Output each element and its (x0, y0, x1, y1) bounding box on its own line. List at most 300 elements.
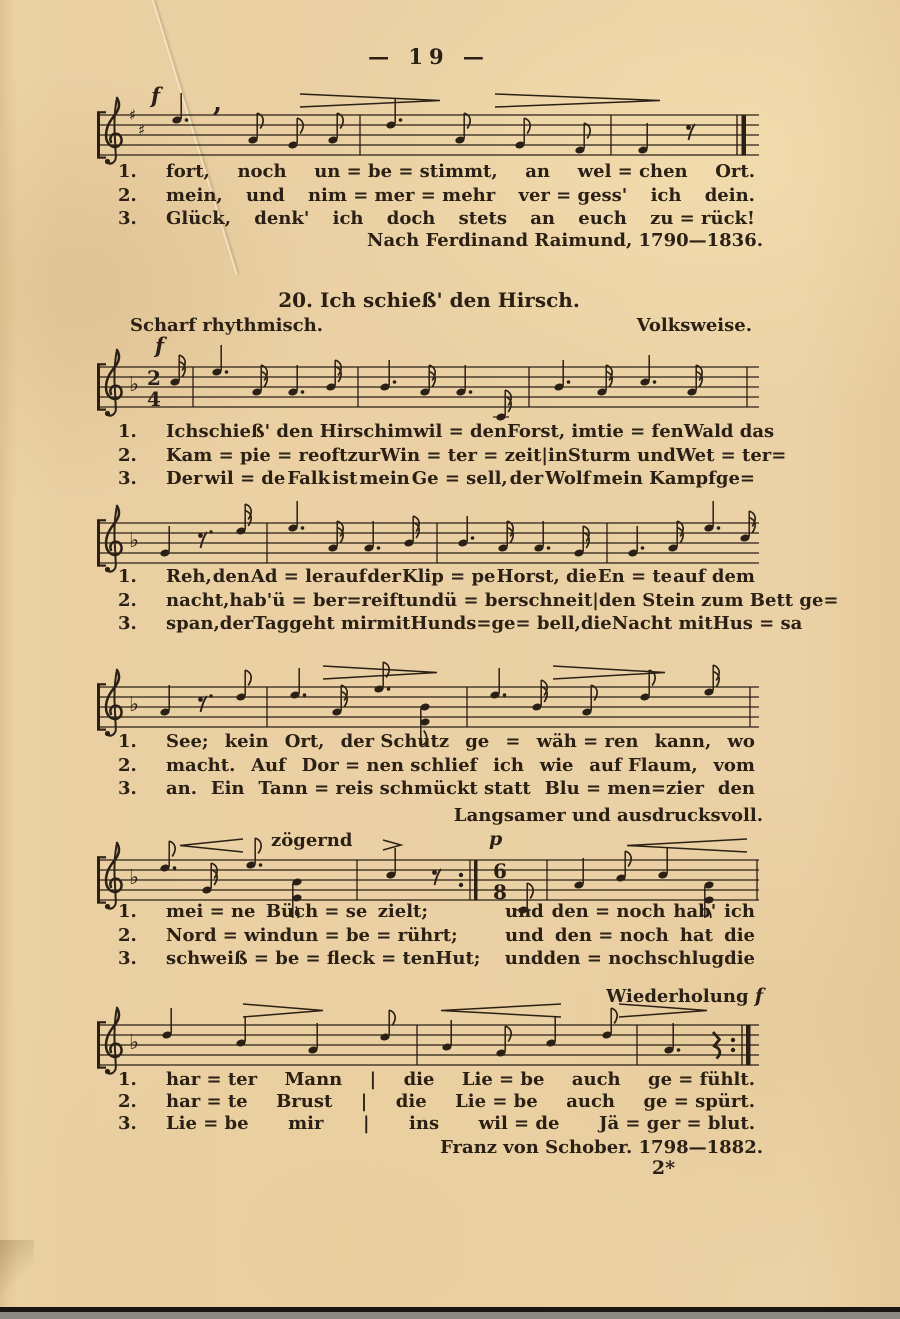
augmentation-dot (547, 546, 551, 550)
lyric-word: har = te (166, 1091, 248, 1112)
accent-mark (383, 840, 401, 850)
dynamic-forte: f (151, 83, 161, 108)
verse-number: 1. (118, 901, 137, 922)
lyric-word: an. (166, 778, 198, 799)
lyric-phrase (505, 947, 763, 971)
repeat-barline (474, 860, 478, 901)
lyrics-block-prev (118, 160, 763, 231)
lyric-word: zu = rück! (650, 208, 755, 229)
lyric-word: auch (566, 1091, 615, 1112)
lyric-word: und (505, 924, 544, 946)
verse-number: 2. (118, 444, 137, 466)
treble-clef-icon (105, 159, 110, 164)
treble-clef-icon (105, 411, 110, 416)
augmentation-dot (225, 370, 229, 374)
lyric-word: hab' (673, 901, 717, 922)
repeat-dynamic-forte: f (754, 985, 763, 1007)
verse-line (118, 467, 763, 491)
lyric-word: und (405, 589, 445, 611)
lyric-word: Falk (287, 468, 331, 489)
hairpin-decrescendo (619, 1004, 707, 1017)
lyric-word: hat (679, 924, 713, 946)
verse-line (118, 420, 775, 444)
lyric-word: ich (724, 901, 755, 922)
lyric-phrase (148, 565, 763, 589)
repeat-dots (731, 1038, 735, 1042)
note-flag (297, 118, 303, 134)
time-signature: 4 (147, 387, 161, 411)
verse-line (118, 565, 763, 589)
verse-line (118, 754, 763, 778)
lyric-word: span, (166, 613, 220, 634)
key-signature-flat: ♭ (129, 692, 139, 716)
note-flag (611, 1008, 617, 1024)
augmentation-dot (303, 693, 307, 697)
lyric-word: Ge = sell, (411, 468, 508, 489)
hairpin-decrescendo (323, 666, 437, 679)
system-bracket (97, 856, 106, 858)
lyric-word: den = noch (543, 948, 658, 969)
time-signature: 8 (493, 880, 507, 904)
verse-line (118, 184, 763, 208)
lyric-word: Reh, (166, 566, 212, 587)
lyric-word: mei = ne (166, 901, 256, 922)
lyric-word: Win = ter = zeit (380, 444, 542, 466)
lyric-word: mit (376, 613, 411, 634)
augmentation-dot (301, 526, 305, 530)
lyric-word: und (505, 901, 544, 922)
lyric-word: zur (347, 444, 381, 466)
corner-fold (0, 1240, 34, 1307)
lyric-word: den (717, 778, 755, 799)
hairpin-decrescendo (243, 1004, 323, 1017)
lyric-word: Lie = be (455, 1091, 538, 1112)
treble-clef-icon (105, 731, 110, 736)
lyric-word: vom (713, 754, 755, 776)
page-number: — 19 — (368, 44, 490, 69)
lyric-word: | (362, 1113, 370, 1134)
verse-number: 2. (118, 924, 137, 946)
eighth-rest (686, 125, 691, 130)
lyric-word: den = noch (551, 901, 666, 922)
system-bracket (97, 565, 106, 567)
lyric-word: Lie = be (461, 1069, 545, 1090)
repeat-dots (459, 883, 463, 887)
lyric-word: die (724, 924, 755, 946)
lyric-word: der (367, 566, 401, 587)
system-bracket (97, 729, 106, 731)
lyric-word: im (387, 421, 414, 442)
lyric-phrase (148, 947, 480, 971)
verse-line (118, 589, 839, 613)
scan-background-edge (0, 1312, 900, 1319)
hairpin-crescendo (441, 1004, 561, 1017)
lyric-word: wäh = ren (536, 731, 639, 752)
lyric-word: Der (166, 468, 203, 489)
verse-line (118, 777, 763, 801)
time-signature: 6 (493, 859, 507, 883)
lyric-word: an (530, 208, 555, 229)
lyric-phrase (148, 207, 763, 231)
lyric-word: wil = de (478, 1113, 560, 1134)
system-bracket (97, 363, 106, 365)
lyric-word: Wald das (683, 421, 775, 442)
lyric-word: Lie = be (166, 1113, 249, 1134)
tempo-row (130, 315, 752, 336)
lyric-word: Nord = wind (166, 924, 293, 946)
lyric-word: ge = fühlt. (647, 1069, 755, 1090)
lyric-word: ich (493, 754, 524, 776)
lyric-phrase (148, 754, 763, 778)
note-flag (524, 118, 530, 134)
note-flag (625, 851, 631, 867)
lyric-word: Nacht mit (611, 613, 713, 634)
lyric-word: schweiß = be = fleck = ten (166, 948, 436, 969)
lyric-word: Ich (166, 421, 199, 442)
lyrics-block-3 (118, 730, 763, 801)
lyric-word: den Stein zum Bett ge= (598, 589, 839, 611)
lyric-word: kein (224, 731, 269, 752)
lyric-word: Blu = men=zier (544, 778, 705, 799)
augmentation-dot (653, 380, 657, 384)
verse-number: 1. (118, 161, 137, 182)
lyric-word: Ein (210, 778, 245, 799)
lyric-phrase (148, 900, 428, 924)
hairpin-decrescendo (553, 666, 665, 679)
lyric-word: doch (386, 208, 436, 229)
repeat-end-barline (746, 1025, 751, 1066)
lyric-word: | (541, 444, 548, 466)
treble-clef-icon (107, 352, 117, 416)
augmentation-dot (567, 380, 571, 384)
verse-number: 1. (118, 1069, 137, 1090)
lyric-word: ist (332, 468, 358, 489)
lyric-word: | (360, 1091, 368, 1112)
lyric-word: Sturm und (567, 444, 676, 466)
note-flag (527, 883, 533, 899)
system-bracket (97, 111, 106, 113)
system-bracket (97, 409, 106, 411)
lyric-word: Hut; (435, 948, 481, 969)
lyric-phrase (505, 924, 763, 948)
lyric-word: Dor = nen schlief (301, 754, 478, 776)
verse-line (118, 160, 763, 184)
lyrics-block-1 (118, 420, 787, 491)
verse-number: 1. (118, 566, 137, 587)
augmentation-dot (677, 1048, 681, 1052)
key-signature-sharp: ♯ (138, 121, 146, 139)
eighth-rest (432, 870, 437, 875)
verse-line (118, 207, 763, 231)
lyric-word: mein (359, 468, 410, 489)
verse-line (118, 612, 803, 636)
lyrics-block-4 (118, 900, 763, 971)
lyric-word: En = te (597, 566, 673, 587)
lyric-word: Hunds=ge= bell, (410, 613, 581, 634)
lyric-word: der Schutz (340, 731, 450, 752)
lyric-word: ge = spürt. (643, 1091, 755, 1112)
lyric-word: Tag (253, 613, 290, 634)
eighth-rest (198, 697, 203, 702)
verse-number: 3. (118, 948, 137, 969)
verse-line (118, 1113, 763, 1135)
augmentation-dot (469, 390, 473, 394)
lyric-word: un = be = rührt; (292, 924, 458, 946)
lyric-word: ich (332, 208, 364, 229)
lyric-word: und (504, 948, 544, 969)
verse-number: 3. (118, 468, 137, 489)
lyric-word: geht mir (289, 613, 377, 634)
lyric-word: Tann = reis schmückt statt (258, 778, 531, 799)
system-bracket (97, 521, 100, 566)
verse-number: 2. (118, 754, 137, 776)
lyric-word: Brust (276, 1091, 333, 1112)
lyric-word: = (505, 731, 521, 752)
treble-clef-icon (105, 1069, 110, 1074)
lyric-word: Wet = ter= (675, 444, 787, 466)
system-bracket (97, 685, 100, 730)
treble-clef-icon (105, 904, 110, 909)
verse-line (118, 444, 787, 468)
lyric-word: Ort, (284, 731, 325, 752)
source-marking: Volksweise. (636, 315, 752, 336)
system-bracket (97, 902, 106, 904)
hairpin-crescendo (627, 839, 747, 852)
lyric-word: kann, (654, 731, 712, 752)
verse-number: 1. (118, 421, 137, 442)
system-bracket (97, 1067, 106, 1069)
lyric-word: un = be = stimmt, (314, 161, 498, 182)
attribution-raimund: Nach Ferdinand Raimund, 1790—1836. (367, 230, 763, 251)
verse-number: 2. (118, 589, 137, 611)
treble-clef-icon (107, 845, 117, 909)
eighth-rest (198, 533, 203, 538)
hairpin-decrescendo (495, 94, 660, 107)
lyric-word: den (212, 566, 250, 587)
lyric-word: Mann (284, 1069, 343, 1090)
lyric-word: wil = de (204, 468, 286, 489)
lyric-word: nim = mer = mehr (307, 184, 496, 206)
verse-line (118, 730, 763, 754)
lyric-word: Glück, (166, 208, 231, 229)
note-flag (505, 1026, 511, 1042)
dynamic-forte: f (155, 333, 165, 358)
verse-number: 3. (118, 613, 137, 634)
lyric-word: auf (333, 566, 367, 587)
lyric-phrase (148, 1113, 763, 1135)
system-bracket (97, 519, 106, 521)
lyric-word: wo (727, 731, 755, 752)
note-flag (245, 670, 251, 686)
lyric-word: Kam = pie = re (166, 444, 320, 466)
verse-line (118, 924, 763, 948)
lyric-phrase (148, 612, 810, 636)
key-signature-sharp: ♯ (129, 106, 137, 124)
lyric-word: die (724, 948, 755, 969)
lyric-phrase (148, 420, 782, 444)
lyric-word: | (592, 589, 599, 611)
lyric-word: in (547, 444, 568, 466)
lyric-word: und (245, 184, 285, 206)
lyric-word: Jä = ger = blut. (598, 1113, 755, 1134)
key-signature-flat: ♭ (129, 1030, 139, 1054)
lyric-word: den = noch (554, 924, 669, 946)
augmentation-dot (393, 380, 397, 384)
augmentation-dot (185, 118, 189, 122)
lyric-phrase (148, 160, 763, 184)
lyric-word: dein. (704, 184, 755, 206)
lyric-word: har = ter (166, 1069, 258, 1090)
lyric-word: fort, (166, 161, 210, 182)
verse-number: 3. (118, 1113, 137, 1134)
verse-number: 3. (118, 778, 137, 799)
lyrics-block-5 (118, 1069, 763, 1135)
lyric-word: der (219, 613, 254, 634)
treble-clef-icon (107, 1010, 117, 1074)
augmentation-dot (399, 118, 403, 122)
lyric-word: wel = chen (577, 161, 688, 182)
lyric-phrase (148, 467, 763, 491)
lyric-word: auf dem (673, 566, 755, 587)
lyric-word: Ort. (715, 161, 755, 182)
augmentation-dot (259, 863, 263, 867)
lyric-word: noch (237, 161, 287, 182)
slower-marking: Langsamer und ausdrucksvoll. (453, 805, 763, 826)
lyric-word: Hus = sa (712, 613, 803, 634)
lyric-word: ins (409, 1113, 440, 1134)
verse-number: 1. (118, 731, 137, 752)
verse-number: 2. (118, 184, 137, 206)
lyric-word: die (403, 1069, 435, 1090)
lyric-word: mein Kampfge= (592, 468, 755, 489)
lyric-phrase (148, 184, 763, 208)
lyric-word: an (525, 161, 550, 182)
augmentation-dot (173, 866, 177, 870)
lyric-word: auf Flaum, (589, 754, 698, 776)
hairpin-decrescendo (300, 94, 440, 107)
note-flag (255, 838, 261, 854)
lyric-word: euch (578, 208, 627, 229)
lyric-phrase (148, 924, 458, 948)
repeat-dots (459, 873, 463, 877)
lyric-word: Horst, die (496, 566, 597, 587)
key-signature-flat: ♭ (129, 528, 139, 552)
lyric-word: zielt; (377, 901, 428, 922)
system-bracket (97, 1023, 100, 1068)
lyric-word: | (369, 1069, 377, 1090)
final-barline (742, 115, 747, 156)
augmentation-dot (471, 536, 475, 540)
attribution-schober: Franz von Schober. 1798—1882. (440, 1137, 763, 1158)
lyric-word: See; (166, 731, 209, 752)
lyric-word: ge (465, 731, 490, 752)
augmentation-dot (301, 390, 305, 394)
verse-line (118, 1069, 763, 1091)
lyric-word: stets (458, 208, 507, 229)
treble-clef-icon (107, 100, 117, 164)
lyric-phrase (148, 777, 763, 801)
lyric-word: die (395, 1091, 427, 1112)
lyrics-block-2 (118, 565, 839, 636)
lyric-word: nacht, (166, 589, 230, 611)
time-signature: 2 (147, 366, 161, 390)
lyric-word: schlug (657, 948, 725, 969)
lyric-word: Forst, im (507, 421, 598, 442)
lyric-word: denk' (254, 208, 310, 229)
note-flag (169, 841, 175, 857)
lyric-word: mir (288, 1113, 324, 1134)
lyric-word: mein, (166, 184, 223, 206)
lyric-word: ü = ber=reift (272, 589, 406, 611)
music-staff (95, 337, 763, 425)
augmentation-dot (387, 687, 391, 691)
repeat-dots (731, 1048, 735, 1052)
lyric-word: Klip = pe (401, 566, 496, 587)
lyric-phrase (505, 900, 763, 924)
lyric-phrase (148, 730, 763, 754)
lyric-phrase (148, 589, 846, 613)
augmentation-dot (503, 693, 507, 697)
verse-line (118, 900, 763, 924)
verse-number: 3. (118, 208, 137, 229)
system-bracket (97, 1021, 106, 1023)
augmentation-dot (209, 530, 212, 533)
lyric-phrase (148, 444, 794, 468)
verse-line (118, 1091, 763, 1113)
lyric-word: wie (539, 754, 574, 776)
treble-clef-icon (105, 567, 110, 572)
note-flag (389, 1010, 395, 1026)
breath-mark: , (213, 88, 223, 118)
lyric-word: wil = den (413, 421, 508, 442)
lyric-word: der (509, 468, 544, 489)
lyric-phrase (148, 1069, 763, 1091)
treble-clef-icon (107, 508, 117, 572)
lyric-word: ich (650, 184, 682, 206)
lyric-word: Büch = se (265, 901, 368, 922)
lyric-word: tie = fen (597, 421, 684, 442)
lyric-word: ver = gess' (518, 184, 628, 206)
ritardando-marking: zögernd (271, 830, 353, 851)
system-bracket (97, 858, 100, 903)
lyric-word: schieß' den Hirsch (198, 421, 388, 442)
treble-clef-icon (107, 672, 117, 736)
lyric-word: Auf (251, 754, 286, 776)
lyric-word: die (580, 613, 612, 634)
augmentation-dot (377, 546, 381, 550)
lyric-phrase (148, 1091, 763, 1113)
system-bracket (97, 157, 106, 159)
augmentation-dot (209, 694, 212, 697)
staff-system-1 (95, 333, 763, 425)
lyric-word: macht. (166, 754, 236, 776)
hairpin-crescendo (180, 839, 243, 852)
lyric-word: oft (319, 444, 348, 466)
lyric-word: Wolf (545, 468, 591, 489)
lyric-word: ü = berschneit (444, 589, 593, 611)
lyric-word: auch (571, 1069, 621, 1090)
tempo-marking: Scharf rhythmisch. (130, 315, 323, 336)
dynamic-piano: p (489, 828, 503, 850)
song-title: 20. Ich schieß' den Hirsch. (278, 288, 580, 312)
verse-line (118, 947, 763, 971)
key-signature-flat: ♭ (129, 372, 139, 396)
system-bracket (97, 113, 100, 158)
system-bracket (97, 365, 100, 410)
augmentation-dot (641, 546, 645, 550)
footer-mark: 2* (651, 1157, 675, 1179)
lyric-word: Ad = ler (250, 566, 333, 587)
